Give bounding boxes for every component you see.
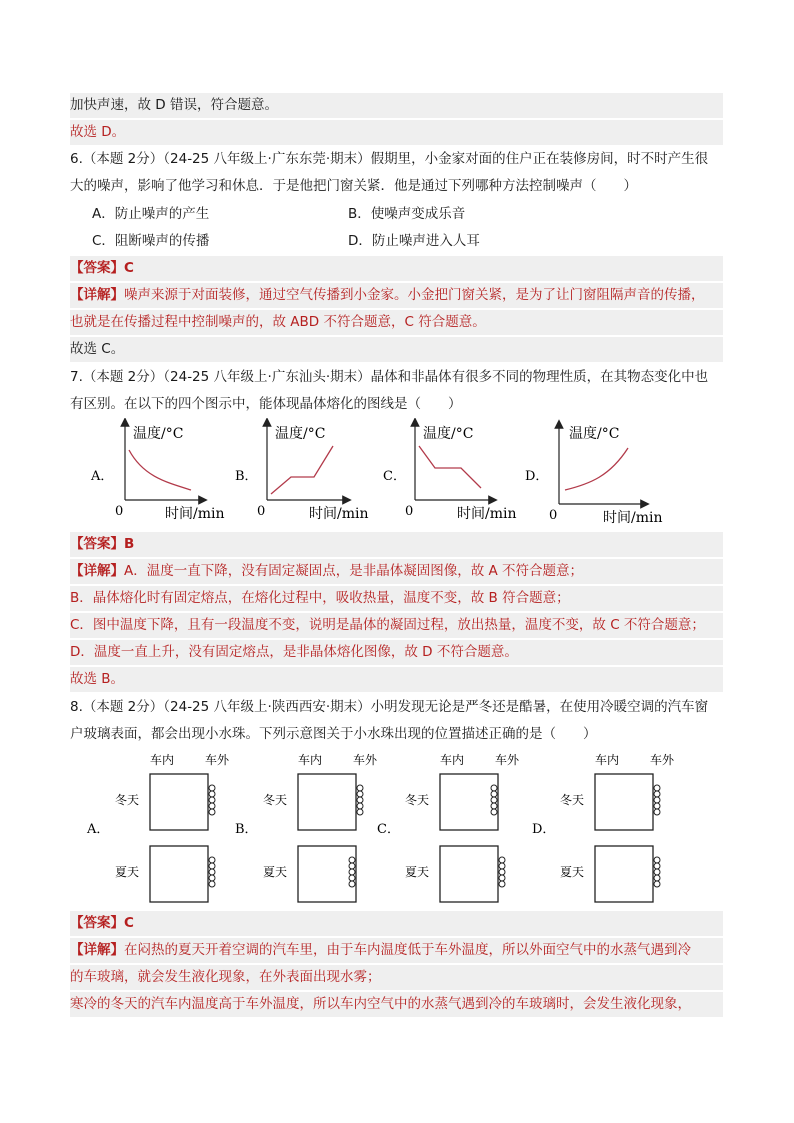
q8-figure-c [377, 752, 520, 902]
q7-explanation-line3: C．图中温度下降，且有一段温度不变，说明是晶体的凝固过程，放出热量，温度不变，故 C 不符合题意； [70, 613, 723, 638]
graph-origin: 0 [257, 504, 266, 519]
water-drop [654, 809, 660, 815]
q8-figures [85, 748, 725, 908]
answer-label: 【答案】 [70, 536, 124, 552]
q7-stem-line1: 7.（本题 2分）（24-25 八年级上·广东汕头·期末）晶体和非晶体有很多不同的物理性质，在其物态变化中也 [70, 369, 709, 385]
answer-value: C [124, 915, 134, 931]
q7-answer [70, 532, 723, 557]
water-drop [209, 869, 215, 875]
q6-option-c: C．阻断噪声的传播 [92, 233, 210, 249]
explanation-text: 噪声来源于对面装修，通过空气传播到小金家。小金把门窗关紧，是为了让门窗阻隔声音的传播， [124, 287, 705, 303]
label-inside: 车内 [150, 753, 175, 767]
water-drop [491, 809, 497, 815]
figure-option-label: C． [377, 822, 400, 837]
graph-option-label: C． [383, 469, 406, 484]
water-drop [499, 863, 505, 869]
water-drop [357, 791, 363, 797]
explanation-text: A．温度一直下降，没有固定凝固点，是非晶体凝固图像，故 A 不符合题意； [124, 563, 584, 579]
water-drop [349, 857, 355, 863]
answer-label: 【答案】 [70, 915, 124, 931]
q8-explanation-line3: 寒冷的冬天的汽车内温度高于车外温度，所以车内空气中的水蒸气遇到冷的车玻璃时，会发生液化现象， [70, 992, 723, 1017]
label-inside: 车内 [298, 753, 323, 767]
explanation-label: 【详解】 [70, 942, 124, 958]
q6-option-a: A．防止噪声的产生 [92, 206, 210, 222]
water-drop [654, 881, 660, 887]
graph-option-label: D． [525, 469, 549, 484]
water-drop [349, 863, 355, 869]
q6-option-d: D．防止噪声进入人耳 [348, 233, 480, 249]
q7-explanation-line4: D．温度一直上升，没有固定熔点，是非晶体熔化图像，故 D 不符合题意。 [70, 640, 723, 665]
q7-stem-line2: 有区别。在以下的四个图示中，能体现晶体熔化的图线是（ ） [70, 396, 462, 412]
answer-value: B [124, 536, 135, 552]
water-drop [209, 809, 215, 815]
water-drop [349, 881, 355, 887]
q8-figure-a [86, 752, 230, 902]
window-winter [440, 774, 498, 830]
water-drop [209, 797, 215, 803]
label-outside: 车外 [353, 753, 378, 767]
explanation-label: 【详解】 [70, 287, 124, 303]
graph-curve [419, 446, 481, 488]
window-summer [595, 846, 653, 902]
graph-curve [565, 448, 628, 490]
label-winter: 冬天 [115, 793, 140, 807]
q7-graph-d [525, 424, 663, 526]
answer-selection: 故选 D。 [70, 120, 723, 145]
explanation-text: 在闷热的夏天开着空调的汽车里，由于车内温度低于车外温度，所以外面空气中的水蒸气遇到冷 [124, 942, 691, 958]
graph-option-label: B． [235, 469, 258, 484]
water-drop [209, 857, 215, 863]
water-drop [209, 875, 215, 881]
water-drop [209, 881, 215, 887]
water-drop [491, 785, 497, 791]
figure-option-label: B． [235, 822, 258, 837]
graph-xlabel: 时间/min [457, 506, 517, 522]
figure-option-label: A． [87, 822, 110, 837]
q8-stem-line2: 户玻璃表面，都会出现小水珠。下列示意图关于小水珠出现的位置描述正确的是（ ） [70, 726, 597, 742]
q7-explanation-line1 [70, 559, 723, 584]
q8-figure-d [532, 752, 675, 902]
q8-explanation-line1 [70, 938, 723, 963]
q6-stem-line2: 大的噪声，影响了他学习和休息．于是他把门窗关紧．他是通过下列哪种方法控制噪声（ ） [70, 178, 637, 194]
window-summer [440, 846, 498, 902]
q6-explanation-line1 [70, 283, 723, 308]
water-drop [209, 791, 215, 797]
graph-xlabel: 时间/min [603, 510, 663, 526]
window-summer [150, 846, 208, 902]
graph-ylabel: 温度/°C [569, 426, 620, 442]
water-drop [491, 791, 497, 797]
water-drop [499, 857, 505, 863]
label-outside: 车外 [650, 753, 675, 767]
q6-selection: 故选 C。 [70, 337, 723, 362]
graph-origin: 0 [549, 508, 558, 523]
water-drop [654, 863, 660, 869]
q7-graph-a [90, 422, 225, 522]
water-drop [654, 785, 660, 791]
water-drop [357, 797, 363, 803]
water-drop [654, 803, 660, 809]
water-drop [349, 875, 355, 881]
water-drop [491, 803, 497, 809]
graph-ylabel: 温度/°C [275, 426, 326, 442]
q6-stem-line1: 6.（本题 2分）（24-25 八年级上·广东东莞·期末）假期里，小金家对面的住户正在装修房间，时不时产生很 [70, 151, 709, 167]
water-drop [209, 863, 215, 869]
q8-stem-line1: 8.（本题 2分）（24-25 八年级上·陕西西安·期末）小明发现无论是严冬还是酷暑，在使用冷暖空调的汽车窗 [70, 699, 709, 715]
water-drop [357, 803, 363, 809]
window-winter [150, 774, 208, 830]
q7-graphs [85, 418, 685, 526]
water-drop [499, 881, 505, 887]
water-drop [357, 785, 363, 791]
label-outside: 车外 [495, 753, 520, 767]
water-drop [357, 809, 363, 815]
water-drop [209, 803, 215, 809]
water-drop [654, 869, 660, 875]
q6-answer [70, 256, 723, 281]
q6-option-b: B．使噪声变成乐音 [348, 206, 466, 222]
answer-label: 【答案】 [70, 260, 124, 276]
graph-xlabel: 时间/min [165, 506, 225, 522]
graph-ylabel: 温度/°C [133, 426, 184, 442]
label-outside: 车外 [205, 753, 230, 767]
graph-ylabel: 温度/°C [423, 426, 474, 442]
window-winter [595, 774, 653, 830]
water-drop [491, 797, 497, 803]
water-drop [349, 869, 355, 875]
label-summer: 夏天 [263, 865, 288, 879]
water-drop [499, 875, 505, 881]
q7-explanation-line2: B．晶体熔化时有固定熔点，在熔化过程中，吸收热量，温度不变，故 B 符合题意； [70, 586, 723, 611]
q6-explanation-line2: 也就是在传播过程中控制噪声的，故 ABD 不符合题意，C 符合题意。 [70, 310, 723, 335]
label-summer: 夏天 [560, 865, 585, 879]
graph-origin: 0 [115, 504, 124, 519]
water-drop [654, 875, 660, 881]
label-winter: 冬天 [263, 793, 288, 807]
graph-xlabel: 时间/min [309, 506, 369, 522]
q7-graph-c [383, 422, 517, 522]
q8-explanation-line2: 的车玻璃，就会发生液化现象，在外表面出现水雾； [70, 965, 723, 990]
q8-answer [70, 911, 723, 936]
water-drop [654, 797, 660, 803]
water-drop [209, 785, 215, 791]
label-summer: 夏天 [115, 865, 140, 879]
figure-option-label: D． [532, 822, 556, 837]
graph-curve [129, 450, 191, 490]
window-summer [298, 846, 356, 902]
graph-origin: 0 [405, 504, 414, 519]
graph-curve [271, 446, 333, 494]
graph-option-label: A． [91, 469, 114, 484]
q7-graph-b [235, 422, 369, 522]
label-winter: 冬天 [405, 793, 430, 807]
explanation-label: 【详解】 [70, 563, 124, 579]
q7-selection: 故选 B。 [70, 667, 723, 692]
window-winter [298, 774, 356, 830]
label-winter: 冬天 [560, 793, 585, 807]
water-drop [499, 869, 505, 875]
label-inside: 车内 [595, 753, 620, 767]
q8-figure-b [235, 752, 378, 902]
explanation-line: 加快声速，故 D 错误，符合题意。 [70, 93, 723, 118]
label-inside: 车内 [440, 753, 465, 767]
water-drop [654, 857, 660, 863]
water-drop [654, 791, 660, 797]
answer-value: C [124, 260, 134, 276]
label-summer: 夏天 [405, 865, 430, 879]
